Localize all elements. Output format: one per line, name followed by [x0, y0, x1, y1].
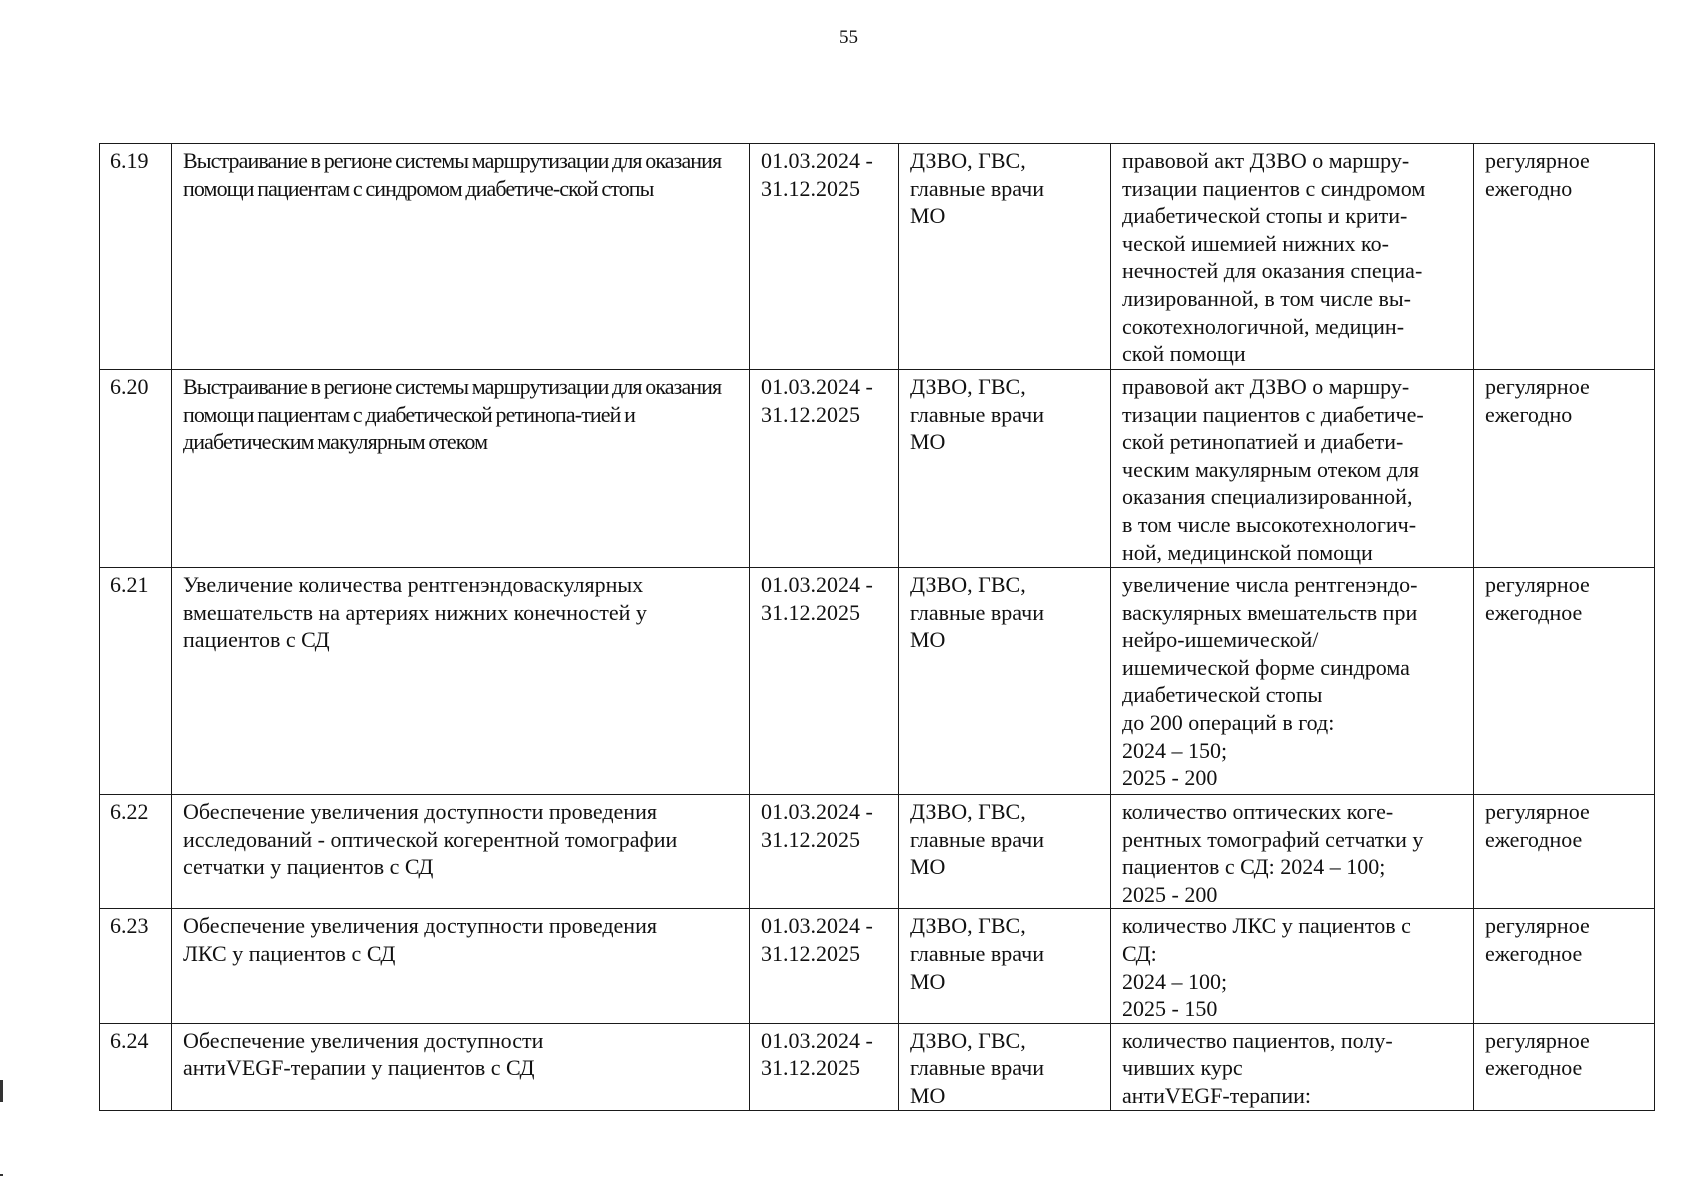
- table-row: [100, 909, 1655, 1023]
- period-cell: 01.03.2024 - 31.12.2025: [750, 795, 899, 909]
- row-number: 6.23: [100, 909, 172, 1023]
- period-cell: 01.03.2024 - 31.12.2025: [750, 909, 899, 1023]
- row-number: 6.21: [100, 568, 172, 795]
- result-cell: количество пациентов, полу- чивших курс антиVEGF-терапии:: [1111, 1023, 1474, 1110]
- row-number: 6.24: [100, 1023, 172, 1110]
- result-cell: количество ЛКС у пациентов с СД: 2024 – 100; 2025 - 150: [1111, 909, 1474, 1023]
- period-cell: 01.03.2024 - 31.12.2025: [750, 1023, 899, 1110]
- period-cell: 01.03.2024 - 31.12.2025: [750, 370, 899, 568]
- frequency-cell: регулярное ежегодно: [1474, 144, 1655, 370]
- table-row: [100, 568, 1655, 795]
- result-cell: количество оптических коге- рентных томографий сетчатки у пациентов с СД: 2024 – 100; 2025 - 200: [1111, 795, 1474, 909]
- frequency-cell: регулярное ежегодное: [1474, 568, 1655, 795]
- action-cell: Обеспечение увеличения доступности проведения ЛКС у пациентов с СД: [172, 909, 750, 1023]
- result-cell: правовой акт ДЗВО о маршру- тизации пациентов с синдромом диабетической стопы и крити- ческой ишемией нижних ко- нечностей для оказания специа- лизированной, в том числе вы- сокотехнологичной, медицин- ской помощи: [1111, 144, 1474, 370]
- period-cell: 01.03.2024 - 31.12.2025: [750, 144, 899, 370]
- responsible-cell: ДЗВО, ГВС, главные врачи МО: [899, 568, 1111, 795]
- responsible-cell: ДЗВО, ГВС, главные врачи МО: [899, 909, 1111, 1023]
- frequency-cell: регулярное ежегодно: [1474, 370, 1655, 568]
- table-row: [100, 795, 1655, 909]
- scan-edge-mark: [0, 1080, 3, 1102]
- table-row: [100, 144, 1655, 370]
- action-cell: Обеспечение увеличения доступности проведения исследований - оптической когерентной томографии сетчатки у пациентов с СД: [172, 795, 750, 909]
- period-cell: 01.03.2024 - 31.12.2025: [750, 568, 899, 795]
- action-cell: Обеспечение увеличения доступности антиVEGF-терапии у пациентов с СД: [172, 1023, 750, 1110]
- row-number: 6.22: [100, 795, 172, 909]
- result-cell: правовой акт ДЗВО о маршру- тизации пациентов с диабетиче- ской ретинопатией и диабети- ческим макулярным отеком для оказания специализированной, в том числе высокотехнологич- ной, медицинской помощи: [1111, 370, 1474, 568]
- row-number: 6.20: [100, 370, 172, 568]
- table-row: [100, 1023, 1655, 1110]
- responsible-cell: ДЗВО, ГВС, главные врачи МО: [899, 1023, 1111, 1110]
- measures-table: [99, 143, 1655, 1111]
- row-number: 6.19: [100, 144, 172, 370]
- responsible-cell: ДЗВО, ГВС, главные врачи МО: [899, 144, 1111, 370]
- frequency-cell: регулярное ежегодное: [1474, 909, 1655, 1023]
- responsible-cell: ДЗВО, ГВС, главные врачи МО: [899, 370, 1111, 568]
- page-number: 55: [839, 27, 858, 48]
- action-cell: Выстраивание в регионе системы маршрутизации для оказания помощи пациентам с синдромом диабетиче-ской стопы: [172, 144, 750, 370]
- action-cell: Выстраивание в регионе системы маршрутизации для оказания помощи пациентам с диабетической ретинопа-тией и диабетическим макулярным отеком: [172, 370, 750, 568]
- responsible-cell: ДЗВО, ГВС, главные врачи МО: [899, 795, 1111, 909]
- scan-edge-mark: [0, 1174, 3, 1176]
- result-cell: увеличение числа рентгенэндо- васкулярных вмешательств при нейро-ишемической/ ишемической форме синдрома диабетической стопы до 200 операций в год: 2024 – 150; 2025 - 200: [1111, 568, 1474, 795]
- action-cell: Увеличение количества рентгенэндоваскулярных вмешательств на артериях нижних конечностей у пациентов с СД: [172, 568, 750, 795]
- frequency-cell: регулярное ежегодное: [1474, 1023, 1655, 1110]
- table-row: [100, 370, 1655, 568]
- frequency-cell: регулярное ежегодное: [1474, 795, 1655, 909]
